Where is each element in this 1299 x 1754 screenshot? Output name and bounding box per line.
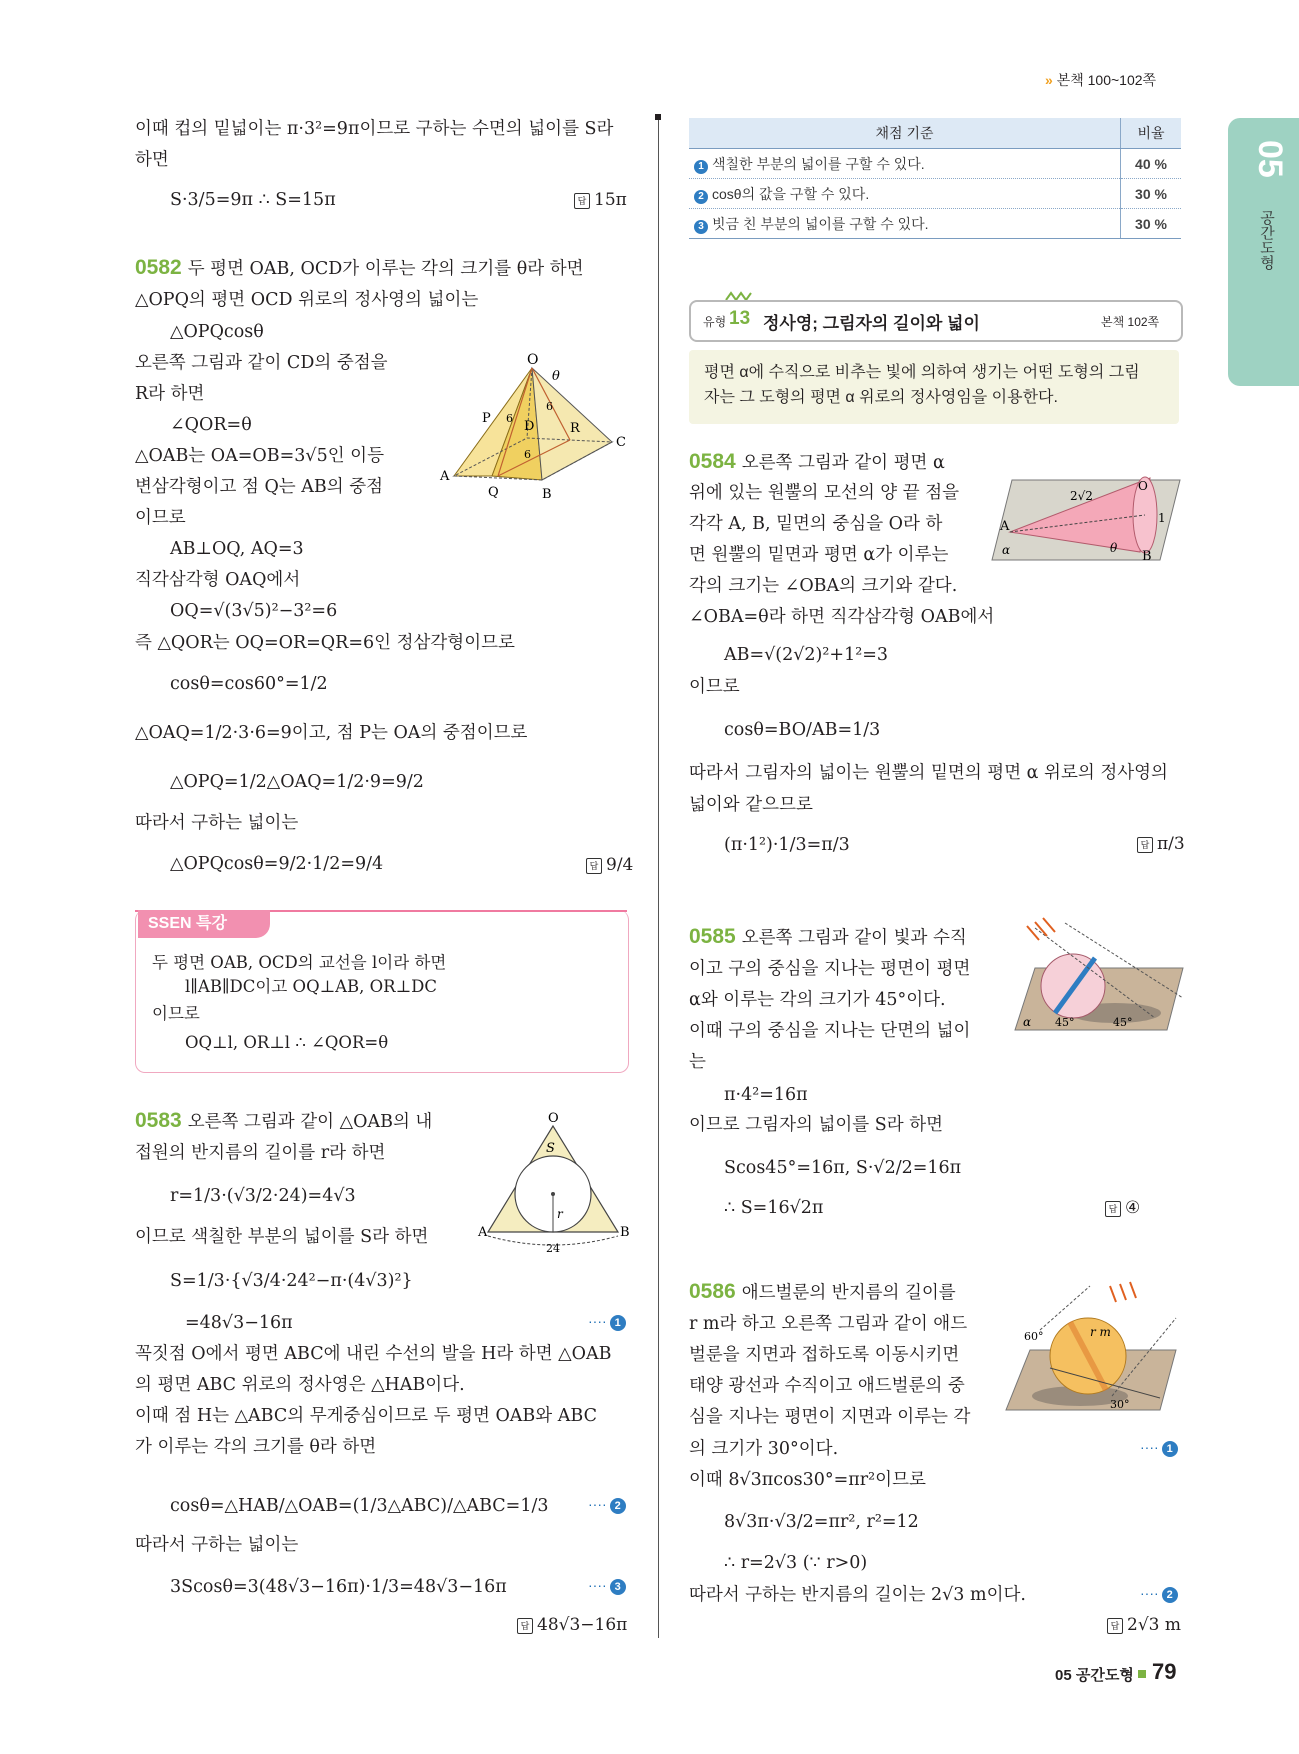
- ssen-line-2: l∥AB∥DC이고 OQ⊥AB, OR⊥DC: [185, 977, 437, 996]
- problem-0585-line-6: π·4²=16π: [724, 1085, 808, 1105]
- problem-number: 0582: [135, 256, 182, 279]
- label-B: B: [542, 487, 552, 502]
- step-badge: 1: [694, 160, 708, 174]
- problem-0583-line-6: =48√3−16π: [185, 1313, 293, 1333]
- problem-0583-line-10: 가 이루는 각의 크기를 θ라 하면: [135, 1437, 377, 1457]
- problem-0586-line-2: r m라 하고 오른쪽 그림과 같이 애드: [689, 1314, 968, 1334]
- label-theta: θ: [552, 369, 560, 384]
- problem-0583-line-1: 0583 오른쪽 그림과 같이 △OAB의 내: [135, 1109, 433, 1132]
- problem-0584-line-7: AB=√(2√2)²+1²=3: [724, 645, 889, 665]
- problem-0585-line-3: α와 이루는 각의 크기가 45°이다.: [689, 990, 946, 1010]
- label-A: A: [1000, 519, 1010, 534]
- label-6c: 6: [524, 448, 531, 461]
- intro-answer: 답 15π: [574, 190, 627, 210]
- answer-icon: 답: [586, 858, 602, 874]
- side-tab-number: 05: [1251, 140, 1289, 178]
- label-Q: Q: [488, 485, 499, 500]
- footer-chapter: 05 공간도형: [1055, 1667, 1134, 1684]
- type-13-description: 평면 α에 수직으로 비추는 빛에 의하여 생기는 어떤 도형의 그림 자는 그 도형의 평면 α 위로의 정사영임을 이용한다.: [689, 350, 1179, 424]
- problem-0583-line-13: 3Scosθ=3(48√3−16π)·1/3=48√3−16π: [170, 1577, 507, 1597]
- step-marker-1: ···· 1: [1140, 1439, 1178, 1457]
- label-6b: 6: [546, 400, 553, 413]
- footer-square: [1138, 1670, 1146, 1678]
- column-divider: [658, 118, 659, 1638]
- label-r-m: r m: [1090, 1325, 1111, 1339]
- problem-0582-line-13: 즉 △QOR는 OQ=OR=QR=6인 정삼각형이므로: [135, 633, 515, 653]
- label-30: 30°: [1110, 1398, 1130, 1411]
- label-theta: θ: [1110, 541, 1118, 555]
- label-O: O: [527, 352, 539, 368]
- ssen-line-1: 두 평면 OAB, OCD의 교선을 l이라 하면: [152, 953, 447, 972]
- problem-0584-answer: 답 π/3: [1137, 834, 1185, 854]
- answer-icon: 답: [1137, 837, 1153, 853]
- problem-0584-line-1: 0584 오른쪽 그림과 같이 평면 α: [689, 450, 945, 473]
- ssen-line-4: OQ⊥l, OR⊥l ∴ ∠QOR=θ: [185, 1033, 389, 1052]
- ssen-title: SSEN 특강: [138, 910, 270, 938]
- step-marker-2: ···· 2: [1140, 1585, 1178, 1603]
- type-title: 정사영; 그림자의 길이와 넓이: [763, 314, 980, 333]
- problem-0585-line-9: ∴ S=16√2π: [724, 1198, 824, 1218]
- label-R: R: [570, 421, 580, 436]
- type-label: 유형: [703, 315, 727, 329]
- problem-0584-line-4: 면 원뿔의 밑면과 평면 α가 이루는: [689, 545, 949, 565]
- problem-number: 0584: [689, 450, 736, 473]
- table-row: 1 색칠한 부분의 넓이를 구할 수 있다. 40 %: [689, 149, 1181, 179]
- triangle-incircle-figure: [478, 1108, 628, 1258]
- problem-0583-line-4: 이므로 색칠한 부분의 넓이를 S라 하면: [135, 1227, 429, 1247]
- scoring-table: [689, 118, 1181, 239]
- problem-0585-answer: 답 ④: [1105, 1198, 1140, 1218]
- problem-number: 0585: [689, 925, 736, 948]
- label-45a: 45°: [1055, 1016, 1075, 1029]
- answer-icon: 답: [574, 193, 590, 209]
- problem-0582-line-7: △OAB는 OA=OB=3√5인 이등: [135, 446, 384, 466]
- label-r: r: [557, 1207, 563, 1221]
- problem-0585-line-7: 이므로 그림자의 넓이를 S라 하면: [689, 1115, 944, 1135]
- sphere-figure: [1005, 918, 1185, 1038]
- problem-0582-line-3: △OPQcosθ: [170, 322, 264, 342]
- problem-0582-line-9: 이므로: [135, 508, 186, 528]
- ssen-line-3: 이므로: [152, 1004, 200, 1023]
- problem-0582-line-10: AB⊥OQ, AQ=3: [170, 539, 304, 559]
- problem-0586-line-7: 이때 8√3πcos30°=πr²이므로: [689, 1470, 926, 1490]
- double-chevron-icon: »: [1045, 72, 1053, 88]
- label-A: A: [478, 1225, 488, 1240]
- problem-0586-line-9: ∴ r=2√3 (∵ r>0): [724, 1553, 868, 1573]
- intro-line-1: 이때 컵의 밑넓이는 π·3²=9π이므로 구하는 수면의 넓이를 S라: [135, 119, 614, 139]
- problem-0583-line-8: 의 평면 ABC 위로의 정사영은 △HAB이다.: [135, 1375, 465, 1395]
- problem-0585-line-5: 는: [689, 1052, 706, 1072]
- page-number: 79: [1152, 1659, 1177, 1684]
- problem-0584-line-6: ∠OBA=θ라 하면 직각삼각형 OAB에서: [689, 607, 995, 627]
- problem-0582-line-2: △OPQ의 평면 OCD 위로의 정사영의 넓이는: [135, 290, 479, 310]
- problem-0584-line-2: 위에 있는 원뿔의 모선의 양 끝 점을: [689, 483, 960, 503]
- problem-0586-line-5: 심을 지나는 평면이 지면과 이루는 각: [689, 1407, 971, 1427]
- problem-0582-line-1: 0582 두 평면 OAB, OCD가 이루는 각의 크기를 θ라 하면: [135, 256, 584, 279]
- label-alpha: α: [1002, 543, 1011, 557]
- balloon-figure: [1000, 1278, 1180, 1418]
- answer-icon: 답: [517, 1618, 533, 1634]
- problem-0584-line-9: cosθ=BO/AB=1/3: [724, 720, 881, 740]
- header-ref: » 본책 100~102쪽: [1045, 72, 1157, 88]
- label-45b: 45°: [1113, 1016, 1133, 1029]
- table-row: 3 빗금 친 부분의 넓이를 구할 수 있다. 30 %: [689, 209, 1181, 239]
- problem-0585-line-4: 이때 구의 중심을 지나는 단면의 넓이: [689, 1021, 971, 1041]
- label-24: 24: [546, 1242, 560, 1255]
- problem-0582-line-6: ∠QOR=θ: [170, 415, 252, 435]
- problem-0584-line-12: (π·1²)·1/3=π/3: [724, 835, 850, 855]
- problem-0584-line-10: 따라서 그림자의 넓이는 원뿔의 밑면의 평면 α 위로의 정사영의: [689, 763, 1168, 783]
- problem-0582-line-8: 변삼각형이고 점 Q는 AB의 중점: [135, 477, 384, 497]
- step-badge: 3: [694, 220, 708, 234]
- type-13-header: [689, 300, 1183, 342]
- step-badge: 2: [694, 190, 708, 204]
- problem-0582-line-15: △OAQ=1/2·3·6=9이고, 점 P는 OA의 중점이므로: [135, 723, 528, 743]
- problem-0585-line-2: 이고 구의 중심을 지나는 평면이 평면: [689, 959, 971, 979]
- problem-0586-line-10: 따라서 구하는 반지름의 길이는 2√3 m이다.: [689, 1585, 1026, 1605]
- answer-icon: 답: [1105, 1201, 1121, 1217]
- label-2root2: 2√2: [1070, 489, 1093, 503]
- problem-0583-answer: 답 48√3−16π: [517, 1615, 627, 1635]
- problem-0582-line-17: 따라서 구하는 넓이는: [135, 813, 299, 833]
- label-B: B: [1142, 549, 1152, 564]
- problem-0582-line-11: 직각삼각형 OAQ에서: [135, 570, 301, 590]
- label-B: B: [620, 1225, 630, 1240]
- problem-number: 0586: [689, 1280, 736, 1303]
- problem-0586-answer: 답 2√3 m: [1107, 1615, 1181, 1635]
- problem-0582-line-16: △OPQ=1/2△OAQ=1/2·9=9/2: [170, 772, 424, 792]
- problem-0583-line-3: r=1/3·(√3/2·24)=4√3: [170, 1186, 356, 1206]
- problem-0583-line-9: 이때 점 H는 △ABC의 무게중심이므로 두 평면 OAB와 ABC: [135, 1406, 597, 1426]
- problem-0583-line-5: S=1/3·{√3/4·24²−π·(4√3)²}: [170, 1271, 413, 1291]
- table-header-ratio: 비율: [1121, 118, 1182, 149]
- problem-number: 0583: [135, 1109, 182, 1132]
- table-header-criteria: 채점 기준: [689, 118, 1121, 149]
- problem-0582-line-4: 오른쪽 그림과 같이 CD의 중점을: [135, 353, 388, 373]
- label-6a: 6: [506, 412, 513, 425]
- type-ref: 본책 102쪽: [1101, 315, 1160, 329]
- label-alpha: α: [1023, 1015, 1032, 1029]
- problem-0584-line-5: 각의 크기는 ∠OBA의 크기와 같다.: [689, 576, 958, 596]
- label-A: A: [440, 469, 450, 484]
- problem-0584-line-11: 넓이와 같으므로: [689, 795, 813, 815]
- problem-0583-line-2: 접원의 반지름의 길이를 r라 하면: [135, 1143, 386, 1163]
- type-number: 13: [729, 308, 751, 329]
- problem-0583-line-7: 꼭짓점 O에서 평면 ABC에 내린 수선의 발을 H라 하면 △OAB: [135, 1344, 612, 1364]
- label-P: P: [482, 411, 491, 426]
- answer-icon: 답: [1107, 1618, 1123, 1634]
- problem-0583-line-11: cosθ=△HAB/△OAB=(1/3△ABC)/△ABC=1/3: [170, 1496, 549, 1516]
- problem-0585-line-1: 0585 오른쪽 그림과 같이 빛과 수직: [689, 925, 967, 948]
- problem-0586-line-3: 벌룬을 지면과 접하도록 이동시키면: [689, 1345, 960, 1365]
- intro-line-2: 하면: [135, 150, 169, 170]
- label-S: S: [546, 1141, 555, 1156]
- problem-0584-line-3: 각각 A, B, 밑면의 중심을 O라 하: [689, 514, 943, 534]
- label-C: C: [616, 435, 626, 450]
- pyramid-figure: [432, 350, 632, 510]
- intro-equation: S·3/5=9π ∴ S=15π: [170, 190, 336, 210]
- label-D: D: [524, 419, 535, 434]
- problem-0584-line-8: 이므로: [689, 677, 740, 697]
- label-60: 60°: [1024, 1330, 1044, 1343]
- problem-0586-line-6: 의 크기가 30°이다.: [689, 1439, 839, 1459]
- step-marker-3: ···· 3: [588, 1577, 626, 1595]
- problem-0582-line-14: cosθ=cos60°=1/2: [170, 674, 328, 694]
- label-O: O: [548, 1111, 559, 1126]
- problem-0582-line-12: OQ=√(3√5)²−3²=6: [170, 601, 338, 621]
- label-O: O: [1138, 479, 1148, 493]
- problem-0582-line-18: △OPQcosθ=9/2·1/2=9/4: [170, 854, 384, 874]
- problem-0586-line-8: 8√3π·√3/2=πr², r²=12: [724, 1512, 919, 1532]
- cone-figure: [990, 460, 1190, 570]
- divider-marker: [655, 114, 661, 120]
- side-tab-label: 공간도형: [1258, 210, 1275, 270]
- problem-0586-line-4: 태양 광선과 수직이고 애드벌룬의 중: [689, 1376, 965, 1396]
- step-marker-2: ···· 2: [588, 1496, 626, 1514]
- problem-0586-line-1: 0586 애드벌룬의 반지름의 길이를: [689, 1280, 956, 1303]
- table-row: 2 cosθ의 값을 구할 수 있다. 30 %: [689, 179, 1181, 209]
- problem-0582-answer: 답 9/4: [586, 855, 633, 875]
- chapter-side-tab: [1228, 118, 1299, 386]
- step-marker-1: ···· 1: [588, 1313, 626, 1331]
- problem-0585-line-8: Scos45°=16π, S·√2/2=16π: [724, 1158, 962, 1178]
- problem-0583-line-12: 따라서 구하는 넓이는: [135, 1535, 299, 1555]
- label-1: 1: [1158, 511, 1166, 525]
- problem-0582-line-5: R라 하면: [135, 384, 205, 404]
